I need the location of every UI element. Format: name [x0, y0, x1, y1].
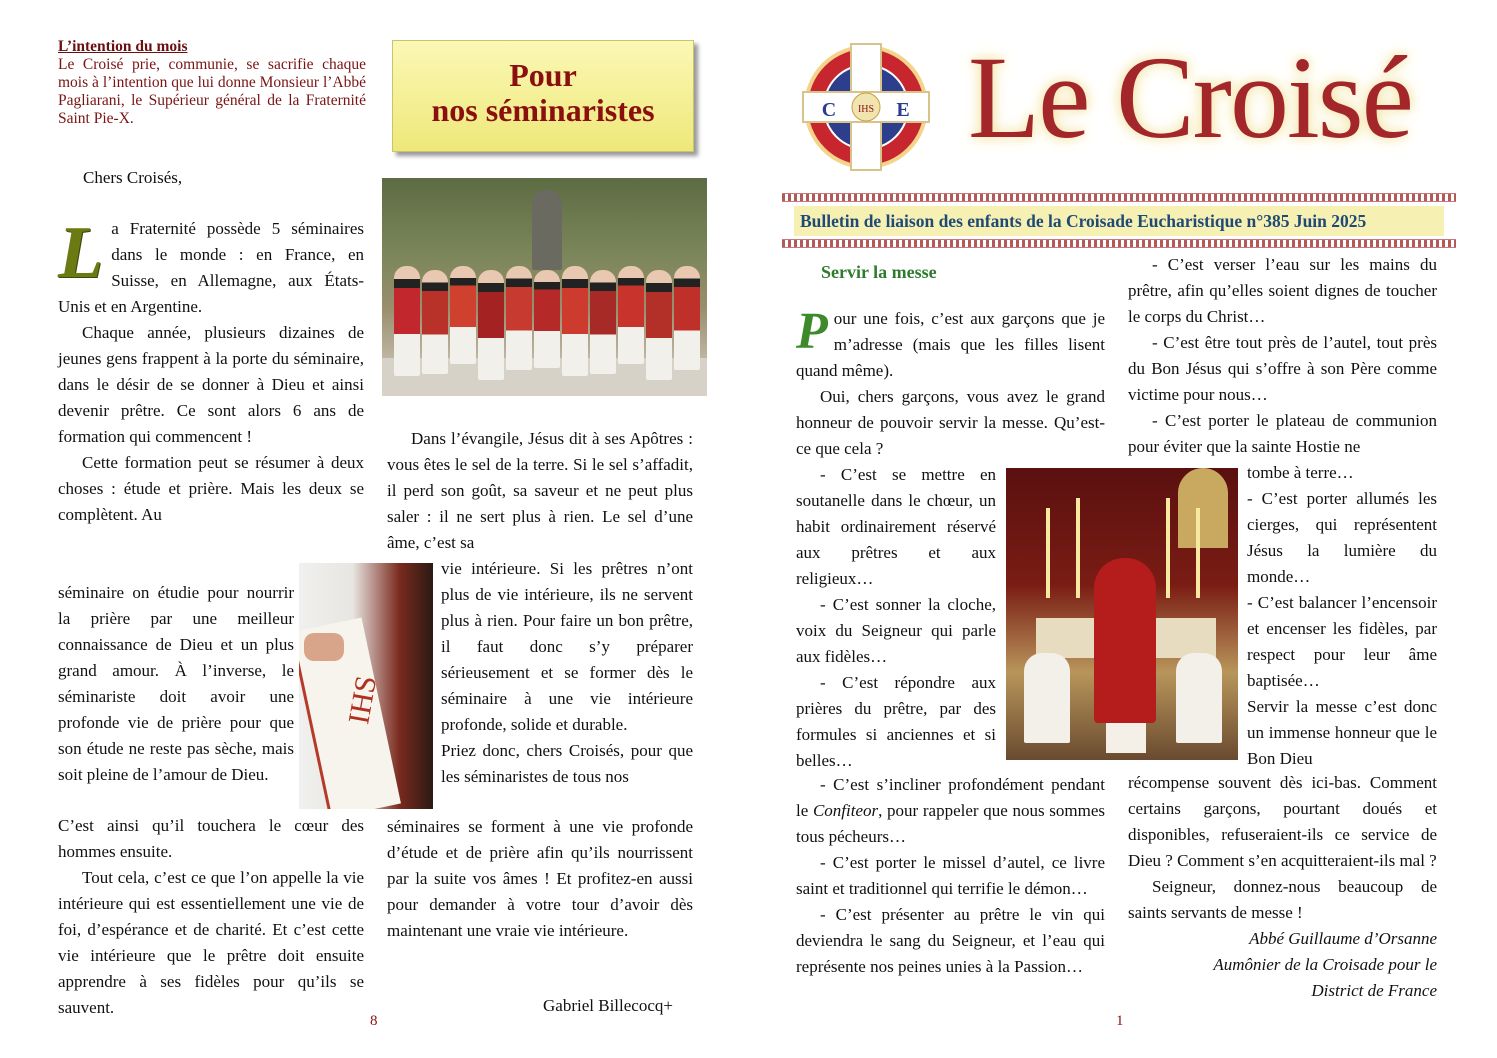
candle — [1046, 508, 1050, 598]
paragraph: récompense souvent dès ici-bas. Comment certains garçons, pourtant doués et disponibles, refuseraient-ils ce service de Dieu ? Comment s’en acquitteraient-ils mal ? — [1128, 773, 1437, 870]
paragraph: Dans l’évangile, Jésus dit à ses Apôtres : vous êtes le sel de la terre. Si le sel s’affadit, il perd son goût, sa saveur et ne peut plus saler : il ne sert plus à rien. Le sel d’une âme, c’est sa — [387, 429, 693, 552]
signature-line: Abbé Guillaume d’Orsanne — [1249, 929, 1437, 948]
altar-server-right — [1176, 653, 1222, 743]
paragraph: Seigneur, donnez-nous beaucoup de saints servants de messe ! — [1128, 877, 1437, 922]
left-column-2-bottom — [387, 814, 693, 944]
signature-line: District de France — [1311, 981, 1437, 1000]
paragraph — [58, 212, 364, 320]
logo-letter-c: C — [821, 99, 837, 121]
list-item: - C’est sonner la cloche, voix du Seigneur qui parle aux fidèles… — [796, 595, 996, 666]
stole-photo — [299, 563, 433, 809]
section-title: Servir la messe — [821, 262, 937, 282]
seminarian-figure — [394, 266, 420, 376]
candle — [1166, 498, 1170, 598]
right-column-2-wrap — [1247, 460, 1437, 772]
hand — [304, 633, 344, 661]
altar-photo — [1006, 468, 1238, 760]
paragraph: Oui, chers garçons, vous avez le grand honneur de pouvoir servir la messe. Qu’est-ce que cela ? — [796, 387, 1105, 458]
article-title-box — [392, 40, 694, 152]
left-column-2 — [387, 426, 693, 556]
signature-left: Gabriel Billecocq+ — [543, 996, 673, 1015]
seminarian-figure — [674, 266, 700, 370]
list-item: - C’est verser l’eau sur les mains du prêtre, afin qu’elles soient dignes de toucher le corps du Christ… — [1128, 255, 1437, 326]
list-item: - C’est répondre aux prières du prêtre, par des formules si anciennes et si belles… — [796, 673, 996, 770]
paragraph-text: a Fraternité possède 5 séminaires dans le monde : en France, en Suisse, en Allemagne, aux États-Unis et en Argentine. — [58, 219, 364, 316]
page-number-right: 1 — [1116, 1013, 1124, 1029]
virgin-painting — [1178, 468, 1228, 548]
list-item: - C’est porter le missel d’autel, ce livre saint et traditionnel qui terrifie le démon… — [796, 853, 1105, 898]
seminarian-figure — [646, 270, 672, 380]
bulletin-banner: Bulletin de liaison des enfants de la Croisade Eucharistique n°385 Juin 2025 — [794, 206, 1444, 236]
article-title-line1: Pour — [509, 57, 577, 93]
list-item-text: - C’est s’incliner profondément pendant le — [796, 775, 1105, 820]
list-item-emphasis: Confiteor — [812, 801, 879, 820]
seminarian-figure — [422, 270, 448, 374]
paragraph: Cette formation peut se résumer à deux choses : étude et prière. Mais les deux se complètent. Au — [58, 453, 364, 524]
seminarian-figure — [618, 266, 644, 364]
right-column-2 — [1128, 252, 1437, 460]
right-column-1-bottom — [796, 772, 1105, 980]
list-item-continuation: tombe à terre… — [1247, 463, 1354, 482]
seminarian-figure — [450, 266, 476, 364]
list-item: - C’est porter le plateau de communion pour éviter que la sainte Hostie ne — [1128, 411, 1437, 456]
paragraph: Tout cela, c’est ce que l’on appelle la vie intérieure qui est essentiellement une vie de foi, d’espérance et de charité. Et c’est cette vie intérieure que le prêtre doit ensuite apprendre à ses fidèles pour qu’ils se sauvent. — [58, 868, 364, 1017]
paragraph: Chaque année, plusieurs dizaines de jeunes gens frappent à la porte du séminaire, dans le désir de se donner à Dieu et ainsi devenir prêtre. Ce sont alors 6 ans de formation qui commencent ! — [58, 323, 364, 446]
seminarian-figure — [562, 266, 588, 376]
intention-text: Le Croisé prie, communie, se sacrifie chaque mois à l’intention que lui donne Monsieur l’Abbé Pagliarani, le Supérieur général de la Fraternité Saint Pie-X. — [58, 56, 366, 127]
left-column-1-wrap — [58, 580, 294, 788]
masthead-title: Le Croisé — [968, 32, 1413, 163]
left-column-2-wrap — [441, 556, 693, 790]
list-item — [796, 772, 1105, 850]
paragraph — [796, 303, 1105, 384]
signature-line: Aumônier de la Croisade pour le — [1213, 955, 1437, 974]
ornament-divider-bottom — [782, 239, 1456, 248]
seminarians-photo — [382, 178, 707, 396]
ornament-divider-top — [782, 193, 1456, 202]
paragraph: séminaires se forment à une vie profonde d’étude et de prière afin qu’ils nourrissent par la suite vos âmes ! Et profitez-en aussi pour demander à votre tour d’avoir dès maintenant une vraie vie intérieure. — [387, 817, 693, 940]
list-item: - C’est se mettre en soutanelle dans le chœur, un habit ordinairement réservé aux prêtres et aux religieux… — [796, 465, 996, 588]
paragraph: vie intérieure. Si les prêtres n’ont plus de vie intérieure, ils ne servent plus à rien. Pour faire un bon prêtre, il faut donc s’y préparer sérieusement et se former dès le séminaire à une vie intérieure profonde, solide et durable. — [441, 559, 693, 734]
right-column-1 — [796, 303, 1105, 462]
candle — [1196, 508, 1200, 598]
seminarian-figure — [478, 270, 504, 380]
seminarian-figure — [590, 270, 616, 374]
signature-right — [1128, 926, 1437, 1004]
list-item: - C’est porter allumés les cierges, qui représentent Jésus la lumière du monde… — [1247, 489, 1437, 586]
alb — [1106, 723, 1146, 753]
crusade-logo — [799, 40, 933, 174]
dropcap-letter: P — [796, 303, 828, 360]
paragraph: séminaire on étudie pour nourrir la prière par une meilleur connaissance de Dieu et un plus grand amour. À l’inverse, le séminariste doit avoir une profonde vie de prière pour que son étude ne reste pas sèche, mais soit pleine de l’amour de Dieu. — [58, 583, 294, 784]
left-column-1-bottom — [58, 813, 364, 1021]
statue — [532, 190, 562, 270]
intention-box — [58, 38, 366, 128]
dropcap-letter: L — [58, 212, 104, 294]
paragraph: C’est ainsi qu’il touchera le cœur des hommes ensuite. — [58, 816, 364, 861]
page-number-left: 8 — [370, 1013, 378, 1029]
list-item: - C’est balancer l’encensoir et encenser les fidèles, par respect pour leur âme baptisée… — [1247, 593, 1437, 690]
greeting: Chers Croisés, — [83, 168, 183, 187]
paragraph-text: our une fois, c’est aux garçons que je m’adresse (mais que les filles lisent quand même). — [796, 309, 1105, 380]
left-column-1 — [58, 212, 364, 528]
seminarian-figure — [506, 266, 532, 370]
seminarian-figure — [534, 270, 560, 368]
paragraph: Servir la messe c’est donc un immense honneur que le Bon Dieu — [1247, 697, 1437, 768]
candle — [1076, 498, 1080, 598]
right-column-2-bottom — [1128, 770, 1437, 1004]
logo-center-text: IHS — [857, 104, 875, 115]
altar-server-left — [1024, 653, 1070, 743]
ihs-monogram: IHS — [342, 673, 384, 727]
right-column-1-wrap — [796, 462, 996, 774]
list-item: - C’est présenter au prêtre le vin qui deviendra le sang du Seigneur, et l’eau qui représente nos peines unies à la Passion… — [796, 905, 1105, 976]
logo-letter-e: E — [896, 99, 910, 121]
article-title-line2: nos séminaristes — [431, 92, 655, 128]
priest-figure — [1094, 558, 1156, 723]
list-item: - C’est être tout près de l’autel, tout près du Bon Jésus qui s’offre à son Père comme victime pour nous… — [1128, 333, 1437, 404]
intention-heading: L’intention du mois — [58, 38, 188, 55]
list-item-text: , pour rappeler que nous sommes tous pécheurs… — [796, 801, 1105, 846]
paragraph: Priez donc, chers Croisés, pour que les séminaristes de tous nos — [441, 741, 693, 786]
